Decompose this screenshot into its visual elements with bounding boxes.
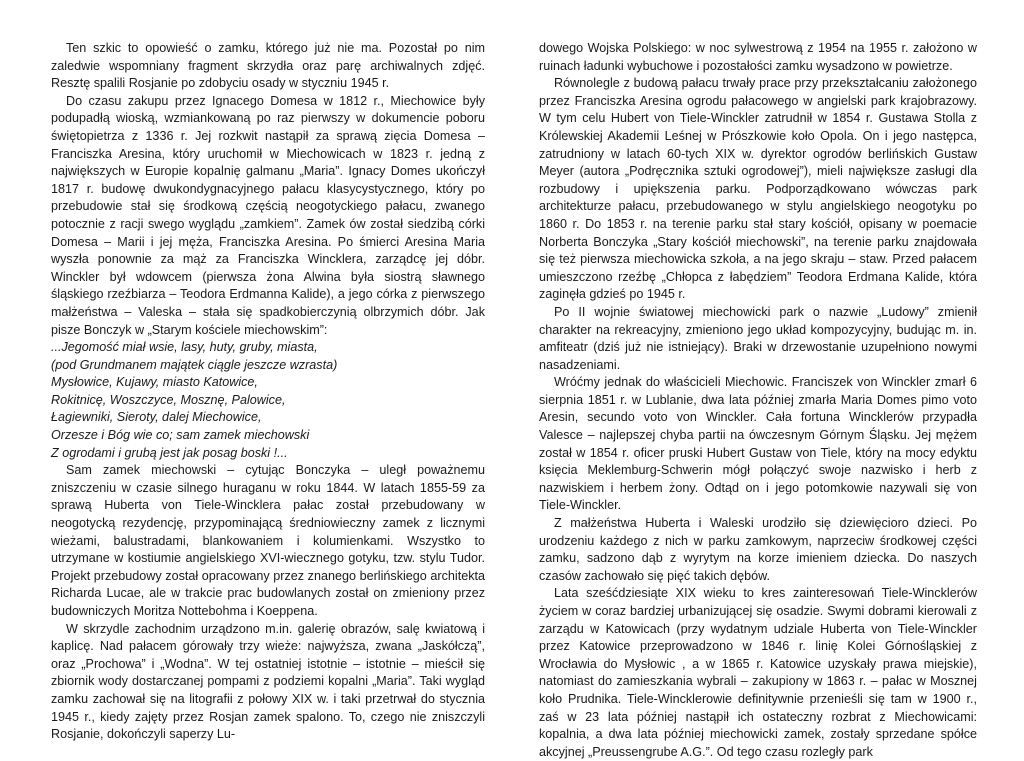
- poem-line: Łagiewniki, Sieroty, dalej Miechowice,: [51, 410, 262, 425]
- poem-line: Orzesze i Bóg wie co; sam zamek miechowski: [51, 428, 310, 443]
- left-text-column: [51, 40, 485, 744]
- poem-line: Mysłowice, Kujawy, miasto Katowice,: [51, 375, 258, 390]
- paragraph: Wróćmy jednak do właścicieli Miechowic. Franciszek von Winckler zmarł 6 sierpnia 1851 r. w Lublanie, dwa lata później zmarła Maria Domes pimo voto Aresin, secundo voto von Winckler. Cała fortuna Wincklerów przypadła Valesce – najlepszej chyba partii na ówczesnym Górnym Śląsku. Jej mężem został w 1854 r. oficer pruski Hubert Gustaw von Tiele, który na mocy edyktu księcia Meklemburg-Schwerin mógł połączyć swoje nazwisko i herb z nazwiskiem i herbem żony. Odtąd on i jego potomkowie nazywali się von Tiele-Winckler.: [539, 375, 977, 513]
- paragraph: Sam zamek miechowski – cytując Bonczyka – uległ poważnemu zniszczeniu w czasie silnego huraganu w roku 1844. W latach 1855-59 za sprawą Huberta von Tiele-Wincklera pałac został przebudowany w neogotycką rezydencję, przypominającą średniowieczny zamek z licznymi wieżami, balustradami, blankowaniem i kolumienkami. Wszystko to utrzymane w kostiumie angielskiego XVI-wiecznego gotyku, tzw. stylu Tudor. Projekt przebudowy został opracowany przez znanego berlińskiego architekta Richarda Lucae, ale w trakcie prac budowlanych został on zmieniony przez budowniczych Moritza Nottebohma i Koeppena.: [51, 463, 485, 618]
- poem-line: Z ogrodami i grubą jest jak posag boski !...: [51, 445, 288, 460]
- paragraph: Z małżeństwa Huberta i Waleski urodziło się dziewięcioro dzieci. Po urodzeniu każdego z nich w parku zamkowym, naprzeciw środkowej części zamku, sadzono dąb z wyrytym na korze imieniem dziecka. Do naszych czasów zachowało się pięć takich dębów.: [539, 516, 977, 583]
- poem-line: (pod Grundmanem majątek ciągle jeszcze wzrasta): [51, 357, 338, 372]
- poem-quote: [51, 339, 485, 462]
- poem-line: Rokitnicę, Woszczyce, Mosznę, Palowice,: [51, 392, 286, 407]
- poem-line: ...Jegomość miał wsie, lasy, huty, gruby, miasta,: [51, 340, 318, 355]
- paragraph: W skrzydle zachodnim urządzono m.in. galerię obrazów, salę kwiatową i kaplicę. Nad pałacem górowały trzy wieże: najwyższa, zwana „Jaskółczą”, oraz „Prochowa” i „Wodna”. W tej ostatniej istotnie – istotnie – mieścił się zbiornik wody dostarczanej pompami z podziemi kopalni „Maria”. Taki wygląd zamku zachował się na litografii z połowy XIX w. i taki przetrwał do stycznia 1945 r., kiedy zajęty przez Rosjan zamek spalono. To, czego nie zniszczyli Rosjanie, dokończyli saperzy Lu-: [51, 621, 485, 742]
- paragraph: Po II wojnie światowej miechowicki park o nazwie „Ludowy” zmienił charakter na rekreacyjny, zmieniono jego układ kompozycyjny, budując m. in. amfiteatr (dziś już nie istniejący). Braki w drzewostanie uzupełniono nowymi nasadzeniami.: [539, 304, 977, 372]
- paragraph-continued: dowego Wojska Polskiego: w noc sylwestrową z 1954 na 1955 r. założono w ruinach ładunki wybuchowe i pozostałości zamku wysadzono w powietrze.: [539, 41, 977, 73]
- paragraph: Do czasu zakupu przez Ignacego Domesa w 1812 r., Miechowice były podupadłą wioską, wzmiankowaną po raz pierwszy w dokumencie poboru świętopietrza z 1336 r. Jej rozkwit nastąpił za sprawą zięcia Domesa – Franciszka Aresina, który uruchomił w Miechowicach w 1823 r. jedną z największych w Europie kopalnię galmanu „Maria”. Ignacy Domes ukończył 1817 r. budowę dwukondygnacyjnego pałacu klasycystycznego, który po przebudowie stał się środkową częścią neogotyckiego pałacu, zwanego potocznie z racji swego wyglądu „zamkiem”. Zamek ów został siedzibą córki Domesa – Marii i jej męża, Franciszka Aresina. Po śmierci Aresina Maria wyszła ponownie za mąż za Franciszka Wincklera, zarządcę jej dóbr. Winckler był wdowcem (pierwsza żona Alwina była siostrą sławnego śląskiego rzeźbiarza – Teodora Erdmanna Kalide), a jego córka z pierwszego małżeństwa – Valeska – stała się spadkobierczynią olbrzymich dóbr. Jak pisze Bonczyk w „Starym kościele miechowskim”:: [51, 93, 485, 337]
- paragraph: Równolegle z budową pałacu trwały prace przy przekształcaniu założonego przez Franciszka Aresina ogrodu pałacowego w angielski park krajobrazowy. W tym celu Hubert von Tiele-Winckler zatrudnił w 1854 r. Gustawa Stolla z Królewskiej Akademii Leśnej w Prószkowie koło Opola. On i jego następca, zatrudniony w latach 60-tych XIX w. dyrektor ogrodów berlińskich Gustaw Meyer (autora „Podręcznika sztuki ogrodowej”), mieli największe zasługi dla rozbudowy i upiększenia parku. Podporządkowano wówczas park architekturze pałacu, przebudowanego w stylu angielskiego neogotyku po 1860 r. Do 1853 r. na terenie parku stał stary kościół, opisany w poemacie Norberta Bonczyka „Stary kościół miechowski”, na terenie parku znajdowała się też pierwsza miechowicka szkoła, a na jego skraju – staw. Przed pałacem umieszczono rzeźbę „Chłopca z łabędziem” Teodora Erdmana Kalide, która zaginęła gdzieś po 1945 r.: [539, 76, 977, 302]
- right-text-column: [539, 40, 977, 761]
- paragraph: Lata sześćdziesiąte XIX wieku to kres zainteresowań Tiele-Wincklerów życiem w coraz bardziej urbanizującej się osadzie. Swymi dobrami kierowali z zarządu w Katowicach (przy wydatnym udziale Huberta von Tiele-Winckler przez Katowice przeprowadzono w 1846 r. linię Kolei Górnośląskiej z Wrocławia do Mysłowic , a w 1865 r. Katowice uzyskały prawa miejskie), natomiast do zamieszkania wybrali – zakupiony w 1863 r. – pałac w Mosznej koło Prudnika. Tiele-Wincklerowie definitywnie przenieśli się tam w 1900 r., zaś w 23 lata później nastąpił ich ostateczny rozbrat z Miechowicami: kopalnia, a dwa lata później miechowicki zamek, zostały sprzedane spółce akcyjnej „Preussengrube A.G.”. Od tego czasu rozległy park: [539, 586, 977, 759]
- paragraph: Ten szkic to opowieść o zamku, którego już nie ma. Pozostał po nim zaledwie wspomniany fragment skrzydła oraz parę archiwalnych zdjęć. Resztę spalili Rosjanie po zdobyciu osady w styczniu 1945 r.: [51, 41, 485, 91]
